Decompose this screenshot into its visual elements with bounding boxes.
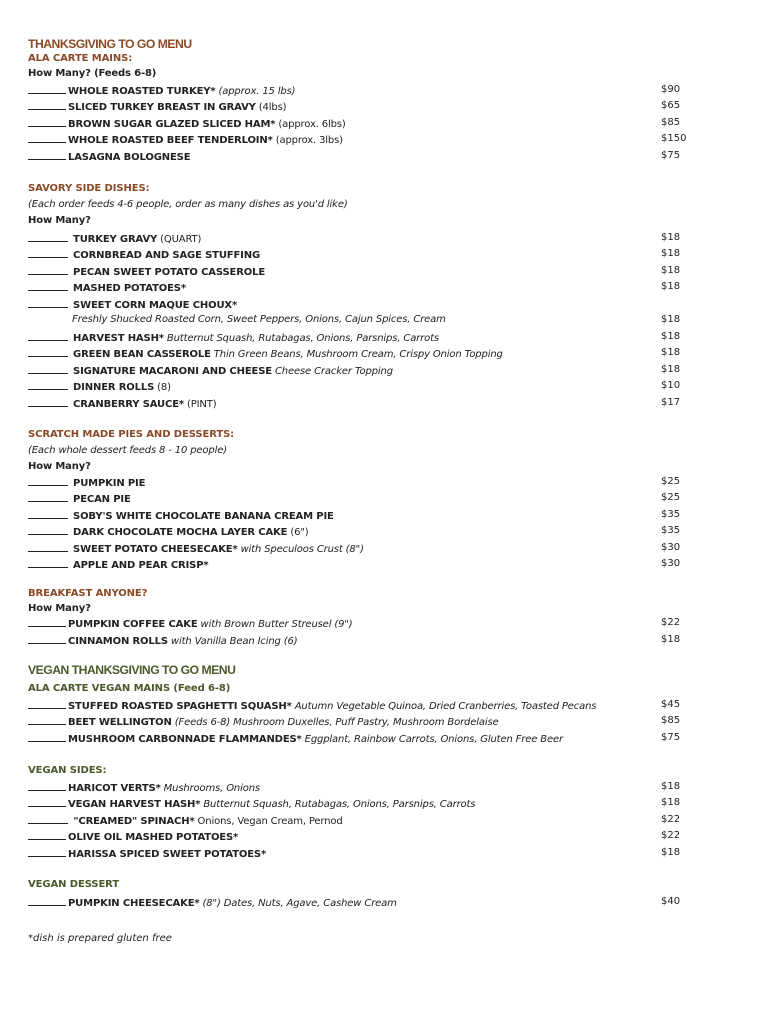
- quantity-blank[interactable]: [28, 298, 68, 308]
- gluten-free-footnote: *dish is prepared gluten free: [28, 933, 172, 944]
- sides-section-title: SAVORY SIDE DISHES:: [28, 183, 150, 194]
- item-price: $65: [661, 100, 681, 111]
- menu-item: BROWN SUGAR GLAZED SLICED HAM* (approx. 6lbs): [28, 117, 688, 131]
- quantity-blank[interactable]: [28, 331, 68, 341]
- quantity-blank[interactable]: [28, 364, 68, 374]
- menu-item: SOBY'S WHITE CHOCOLATE BANANA CREAM PIE: [28, 509, 688, 523]
- quantity-blank[interactable]: [28, 847, 66, 857]
- vegan-menu-title: VEGAN THANKSGIVING TO GO MENU: [28, 663, 236, 677]
- quantity-blank[interactable]: [28, 100, 66, 110]
- item-price: $75: [661, 150, 681, 161]
- menu-item: LASAGNA BOLOGNESE: [28, 150, 688, 164]
- item-price: $18: [661, 314, 681, 325]
- item-price: $18: [661, 364, 681, 375]
- menu-item: APPLE AND PEAR CRISP*: [28, 558, 688, 572]
- item-price: $10: [661, 380, 681, 391]
- quantity-blank[interactable]: [28, 715, 66, 725]
- item-price: $18: [661, 847, 681, 858]
- item-price: $17: [661, 397, 681, 408]
- page-title: THANKSGIVING TO GO MENU: [28, 37, 192, 51]
- item-price: $85: [661, 117, 681, 128]
- vegan-mains-title: ALA CARTE VEGAN MAINS (Feed 6-8): [28, 683, 231, 694]
- quantity-blank[interactable]: [28, 558, 68, 568]
- menu-item: DINNER ROLLS (8): [28, 380, 688, 394]
- menu-item: PUMPKIN CHEESECAKE* (8") Dates, Nuts, Agave, Cashew Cream: [28, 896, 688, 910]
- item-price: $18: [661, 634, 681, 645]
- quantity-blank[interactable]: [28, 542, 68, 552]
- quantity-blank[interactable]: [28, 150, 66, 160]
- item-price: $45: [661, 699, 681, 710]
- quantity-blank[interactable]: [28, 896, 66, 906]
- quantity-blank[interactable]: [28, 830, 66, 840]
- menu-item: WHOLE ROASTED TURKEY* (approx. 15 lbs): [28, 84, 688, 98]
- menu-item: HARISSA SPICED SWEET POTATOES*: [28, 847, 688, 861]
- quantity-blank[interactable]: [28, 397, 68, 407]
- menu-item: HARICOT VERTS* Mushrooms, Onions: [28, 781, 688, 795]
- menu-item: MUSHROOM CARBONNADE FLAMMANDES* Eggplant, Rainbow Carrots, Onions, Gluten Free Beer: [28, 732, 688, 746]
- menu-item: SWEET CORN MAQUE CHOUX*: [28, 298, 688, 312]
- item-price: $75: [661, 732, 681, 743]
- menu-item: PECAN PIE: [28, 492, 688, 506]
- quantity-blank[interactable]: [28, 476, 68, 486]
- menu-item: CINNAMON ROLLS with Vanilla Bean Icing (6): [28, 634, 688, 648]
- mains-section-title: ALA CARTE MAINS:: [28, 53, 133, 64]
- menu-item: HARVEST HASH* Butternut Squash, Rutabagas, Onions, Parsnips, Carrots: [28, 331, 688, 345]
- item-price: $18: [661, 265, 681, 276]
- menu-item: GREEN BEAN CASSEROLE Thin Green Beans, Mushroom Cream, Crispy Onion Topping: [28, 347, 688, 361]
- menu-item: VEGAN HARVEST HASH* Butternut Squash, Rutabagas, Onions, Parsnips, Carrots: [28, 797, 688, 811]
- quantity-blank[interactable]: [28, 117, 66, 127]
- item-price: $22: [661, 814, 681, 825]
- mains-how-many: How Many? (Feeds 6-8): [28, 68, 157, 79]
- quantity-blank[interactable]: [28, 347, 68, 357]
- menu-item: SIGNATURE MACARONI AND CHEESE Cheese Cracker Topping: [28, 364, 688, 378]
- desserts-how-many: How Many?: [28, 461, 91, 472]
- vegan-sides-title: VEGAN SIDES:: [28, 765, 107, 776]
- item-price: $18: [661, 281, 681, 292]
- maque-choux-description: Freshly Shucked Roasted Corn, Sweet Peppers, Onions, Cajun Spices, Cream: [72, 314, 446, 325]
- quantity-blank[interactable]: [28, 248, 68, 258]
- item-price: $18: [661, 797, 681, 808]
- menu-item: CRANBERRY SAUCE* (PINT): [28, 397, 688, 411]
- menu-item: SWEET POTATO CHEESECAKE* with Speculoos Crust (8"): [28, 542, 688, 556]
- breakfast-section-title: BREAKFAST ANYONE?: [28, 588, 148, 599]
- menu-item: CORNBREAD AND SAGE STUFFING: [28, 248, 688, 262]
- item-price: $35: [661, 509, 681, 520]
- quantity-blank[interactable]: [28, 281, 68, 291]
- menu-item: SLICED TURKEY BREAST IN GRAVY (4lbs): [28, 100, 688, 114]
- menu-item: MASHED POTATOES*: [28, 281, 688, 295]
- sides-note: (Each order feeds 4-6 people, order as many dishes as you'd like): [28, 199, 348, 210]
- vegan-dessert-title: VEGAN DESSERT: [28, 879, 120, 890]
- quantity-blank[interactable]: [28, 265, 68, 275]
- quantity-blank[interactable]: [28, 84, 66, 94]
- item-price: $150: [661, 133, 687, 144]
- quantity-blank[interactable]: [28, 133, 66, 143]
- item-price: $30: [661, 558, 681, 569]
- item-price: $18: [661, 781, 681, 792]
- item-price: $40: [661, 896, 681, 907]
- menu-item: DARK CHOCOLATE MOCHA LAYER CAKE (6"): [28, 525, 688, 539]
- menu-item: PUMPKIN COFFEE CAKE with Brown Butter Streusel (9"): [28, 617, 688, 631]
- item-price: $18: [661, 347, 681, 358]
- desserts-section-title: SCRATCH MADE PIES AND DESSERTS:: [28, 429, 235, 440]
- item-price: $25: [661, 492, 681, 503]
- menu-item: TURKEY GRAVY (QUART): [28, 232, 688, 246]
- item-price: $90: [661, 84, 681, 95]
- menu-item: WHOLE ROASTED BEEF TENDERLOIN* (approx. 3lbs): [28, 133, 688, 147]
- menu-item: STUFFED ROASTED SPAGHETTI SQUASH* Autumn Vegetable Quinoa, Dried Cranberries, Toasted Pecans: [28, 699, 688, 713]
- quantity-blank[interactable]: [28, 525, 68, 535]
- item-price: $18: [661, 232, 681, 243]
- item-price: $85: [661, 715, 681, 726]
- quantity-blank[interactable]: [28, 232, 68, 242]
- menu-item: PECAN SWEET POTATO CASSEROLE: [28, 265, 688, 279]
- quantity-blank[interactable]: [28, 617, 66, 627]
- quantity-blank[interactable]: [28, 634, 66, 644]
- quantity-blank[interactable]: [28, 814, 68, 824]
- desserts-note: (Each whole dessert feeds 8 - 10 people): [28, 445, 227, 456]
- quantity-blank[interactable]: [28, 509, 68, 519]
- breakfast-how-many: How Many?: [28, 603, 91, 614]
- item-price: $18: [661, 248, 681, 259]
- item-price: $25: [661, 476, 681, 487]
- quantity-blank[interactable]: [28, 492, 68, 502]
- quantity-blank[interactable]: [28, 781, 66, 791]
- quantity-blank[interactable]: [28, 699, 66, 709]
- sides-how-many: How Many?: [28, 215, 91, 226]
- item-price: $22: [661, 617, 681, 628]
- quantity-blank[interactable]: [28, 797, 66, 807]
- item-price: $30: [661, 542, 681, 553]
- item-price: $18: [661, 331, 681, 342]
- quantity-blank[interactable]: [28, 732, 66, 742]
- quantity-blank[interactable]: [28, 380, 68, 390]
- item-price: $35: [661, 525, 681, 536]
- menu-item: PUMPKIN PIE: [28, 476, 688, 490]
- item-price: $22: [661, 830, 681, 841]
- menu-item: "CREAMED" SPINACH* Onions, Vegan Cream, Pernod: [28, 814, 688, 828]
- menu-item: BEET WELLINGTON (Feeds 6-8) Mushroom Duxelles, Puff Pastry, Mushroom Bordelaise: [28, 715, 688, 729]
- menu-item: OLIVE OIL MASHED POTATOES*: [28, 830, 688, 844]
